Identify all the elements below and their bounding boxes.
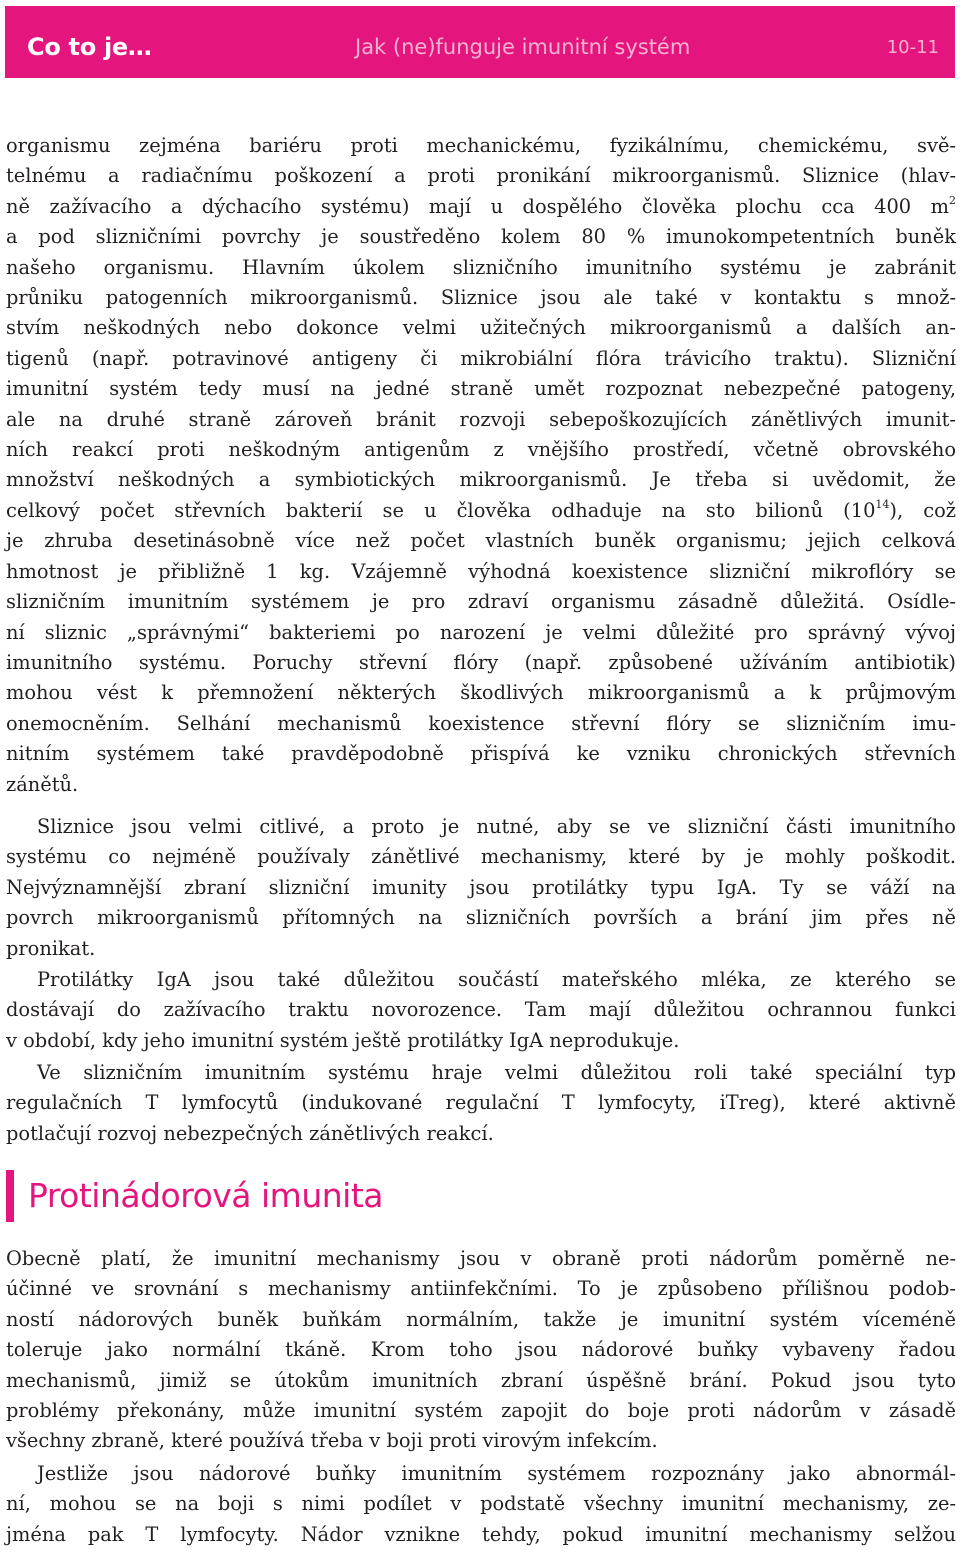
text-line: povrch mikroorganismů přítomných na slizničních površích a brání jim přes ně: [6, 906, 956, 930]
section-label: Co to je…: [27, 33, 152, 61]
text-line: telnému a radiačnímu poškození a proti pronikání mikroorganismů. Sliznice (hlav-: [6, 164, 956, 188]
text-line: stvím neškodných nebo dokonce velmi užitečných mikroorganismů a dalších an-: [6, 316, 956, 340]
text-line: průniku patogenních mikroorganismů. Sliznice jsou ale také v kontaktu s množ-: [6, 286, 956, 310]
text-line: imunitní systém tedy musí na jedné straně umět rozpoznat nebezpečné patogeny,: [6, 377, 956, 401]
text-line: všechny zbraně, které používá třeba v boji proti virovým infekcím.: [6, 1429, 658, 1453]
text-line: mechanismů, jimiž se útokům imunitních zbraní úspěšně brání. Pokud jsou tyto: [6, 1368, 956, 1392]
text-line: onemocněním. Selhání mechanismů koexistence střevní flóry se slizničním imu-: [6, 711, 956, 735]
text-line: imunitního systému. Poruchy střevní flóry (např. způsobené užíváním antibiotik): [6, 650, 956, 674]
text-line: Ve slizničním imunitním systému hraje velmi důležitou roli také speciální typ: [37, 1061, 956, 1084]
page-header: [5, 6, 955, 78]
text-line: ních reakcí proti neškodným antigenům z vnějšího prostředí, včetně obrovského: [6, 438, 956, 462]
section-heading: [6, 1170, 383, 1222]
text-line: hmotnost je přibližně 1 kg. Vzájemně výhodná koexistence slizniční mikroflóry se: [6, 559, 956, 583]
text-line: Jestliže jsou nádorové buňky imunitním systémem rozpoznány jako abnormál-: [37, 1462, 956, 1485]
text-line: dostávají do zažívacího traktu novorozence. Tam mají důležitou ochrannou funkci: [6, 998, 956, 1022]
superscript: 14: [875, 498, 890, 512]
paragraph-itreg: [6, 1058, 956, 1149]
text-line: a pod slizničními povrchy je soustředěno kolem 80 % imunokompetentních buněk: [6, 225, 956, 249]
text-line: slizničním imunitním systémem je pro zdraví organismu zásadně důležitá. Osídle-: [6, 590, 956, 614]
superscript: 2: [949, 194, 956, 208]
text-line: množství neškodných a symbiotických mikroorganismů. Je třeba si uvědomit, že: [6, 468, 956, 492]
text-line: účinné ve srovnání s mechanismy antiinfekčními. To je způsobeno přílišnou podob-: [6, 1277, 956, 1301]
text-line: systému co nejméně používaly zánětlivé mechanismy, které by je mohly poškodit.: [6, 845, 956, 869]
text-line: Protilátky IgA jsou také důležitou součástí mateřského mléka, ze kterého se: [37, 968, 956, 991]
text-line: mohou vést k přemnožení některých škodlivých mikroorganismů a k průjmovým: [6, 681, 956, 705]
text-line: regulačních T lymfocytů (indukované regulační T lymfocyty, iTreg), které aktivně: [6, 1091, 956, 1115]
paragraph-tumor-immunity: [6, 1244, 956, 1457]
text-line: Sliznice jsou velmi citlivé, a proto je nutné, aby se ve slizniční části imunitního: [37, 815, 956, 838]
text-line: ností nádorových buněk buňkám normálním, takže je imunitní systém víceméně: [6, 1307, 956, 1331]
text-line: je zhruba desetinásobně více než počet vlastních buněk organismu; jejich celková: [6, 529, 956, 553]
paragraph-tumor-recognition: [6, 1459, 956, 1550]
text-line: jména pak T lymfocyty. Nádor vznikne tehdy, pokud imunitní mechanismy selžou: [6, 1522, 956, 1546]
text-line: ní, mohou se na boji s nimi podílet v podstatě všechny imunitní mechanismy, ze-: [6, 1492, 956, 1516]
text-line: organismu zejména bariéru proti mechanickému, fyzikálnímu, chemickému, svě-: [6, 134, 956, 157]
page-numbers: 10-11: [886, 37, 939, 58]
text-line: toleruje jako normální tkáně. Krom toho jsou nádorové buňky vybaveny řadou: [6, 1338, 956, 1362]
text-line: zánětů.: [6, 772, 79, 796]
text-line: našeho organismu. Hlavním úkolem slizničního imunitního systému je zabránit: [6, 255, 956, 279]
text-line: potlačují rozvoj nebezpečných zánětlivých reakcí.: [6, 1121, 494, 1145]
text-line: celkový počet střevních bakterií se u člověka odhaduje na sto bilionů $(10^{14})$, což: [6, 498, 956, 522]
text-line: v období, kdy jeho imunitní systém ještě protilátky IgA neprodukuje.: [6, 1028, 680, 1052]
text-line: ně zažívacího a dýchacího systému) mají u dospělého člověka plochu cca 400 $m^2$: [6, 194, 956, 218]
text-line: pronikat.: [6, 936, 96, 960]
text-line: tigenů (např. potravinové antigeny či mikrobiální flóra trávicího traktu). Slizniční: [6, 346, 956, 370]
paragraph-mucosa: [6, 131, 956, 800]
text-line: ní sliznic „správnými“ bakteriemi po narození je velmi důležité pro správný vývoj: [6, 620, 956, 644]
chapter-title: Jak (ne)funguje imunitní systém: [355, 35, 691, 59]
text-line: ale na druhé straně zároveň bránit rozvoji sebepoškozujících zánětlivých imunit-: [6, 407, 956, 431]
paragraph-sensitive-mucosa: [6, 812, 956, 964]
text-line: nitním systémem také pravděpodobně přispívá ke vzniku chronických střevních: [6, 742, 956, 766]
section-heading-text: Protinádorová imunita: [28, 1176, 383, 1215]
text-line: problémy překonány, může imunitní systém zapojit do boje proti nádorům v zásadě: [6, 1399, 956, 1423]
paragraph-iga-milk: [6, 965, 956, 1056]
text-line: Nejvýznamnější zbraní slizniční imunity jsou protilátky typu IgA. Ty se váží na: [6, 875, 956, 899]
text-line: Obecně platí, že imunitní mechanismy jsou v obraně proti nádorům poměrně ne-: [6, 1247, 956, 1270]
